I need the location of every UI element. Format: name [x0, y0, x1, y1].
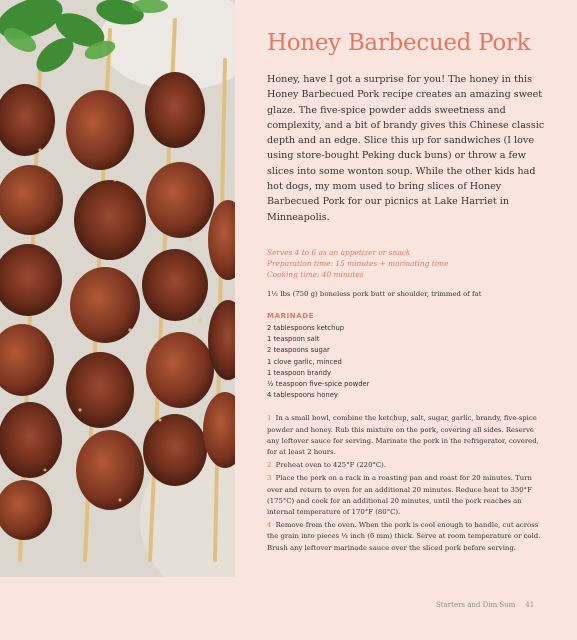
serves-text: Serves 4 to 6 as an appetizer or snack — [267, 247, 411, 257]
marinade-heading: MARINADE — [267, 311, 315, 320]
list-item: 4 tablespoons honey — [267, 391, 338, 400]
footer-section: Starters and Dim Sum — [436, 601, 516, 609]
step-item — [267, 520, 547, 554]
step-text: Place the pork on a rack in a roasting pan and roast for 20 minutes. Turn over and return to oven for an additional 20 minutes. Reduce heat to 350°F (175°C) and cook for an additional 20 minutes, until the pork reaches an internal temperature of 170°F (80°C). — [267, 474, 532, 517]
list-item: 1 teaspoon brandy — [267, 368, 332, 377]
prep-time-text: Preparation time: 15 minutes + marinating time — [267, 258, 449, 268]
recipe-content — [267, 30, 547, 556]
step-item — [267, 413, 547, 458]
step-text: Preheat oven to 425°F (220°C). — [275, 461, 387, 470]
step-number: 3 — [267, 474, 272, 483]
page-footer — [436, 601, 534, 609]
list-item: ½ teaspoon five-spice powder — [267, 379, 370, 388]
step-item — [267, 473, 547, 518]
list-item: 2 tablespoons ketchup — [267, 323, 345, 332]
recipe-meta — [267, 247, 547, 280]
step-number: 2 — [267, 461, 272, 470]
recipe-steps — [267, 413, 547, 553]
list-item: 2 teaspoons sugar — [267, 346, 330, 355]
list-item: 1 teaspoon salt — [267, 335, 320, 344]
step-text: In a small bowl, combine the ketchup, salt, sugar, garlic, brandy, five-spice powder and honey. Rub this mixture on the pork, covering all sides. Reserve any leftover sauce for serving. Marinate the pork in the refrigerator, covered, for at least 2 hours. — [267, 414, 539, 456]
marinade-list — [267, 323, 547, 401]
step-text: Remove from the oven. When the pork is cool enough to handle, cut across the grain into pieces ¼ inch (6 mm) thick. Serve at room temperature or cold. Brush any leftover marinade sauce over the sliced pork before serving. — [267, 521, 541, 552]
list-item: 1 clove garlic, minced — [267, 357, 342, 366]
cook-time-text: Cooking time: 40 minutes — [267, 269, 364, 279]
step-item — [267, 460, 547, 471]
recipe-intro: Honey, have I got a surprise for you! The honey in this Honey Barbecued Pork recipe creates an amazing sweet glaze. The five-spice powder adds sweetness and complexity, and a bit of brandy gives this Chinese classic depth and an edge. Slice this up for sandwiches (I love using store-bought Peking duck buns) or throw a few slices into some wonton soup. While the other kids had hot dogs, my mom used to bring slices of Honey Barbecued Pork for our picnics at Lake Harriet in Minneapolis. — [267, 74, 545, 223]
page-number: 41 — [525, 601, 535, 609]
step-number: 1 — [267, 414, 272, 423]
pork-skewers-image — [0, 0, 235, 577]
main-ingredient: 1½ lbs (750 g) boneless pork butt or shoulder, trimmed of fat — [267, 289, 482, 298]
recipe-title: Honey Barbecued Pork — [267, 30, 531, 56]
food-photo — [0, 0, 235, 577]
step-number: 4 — [267, 521, 272, 530]
